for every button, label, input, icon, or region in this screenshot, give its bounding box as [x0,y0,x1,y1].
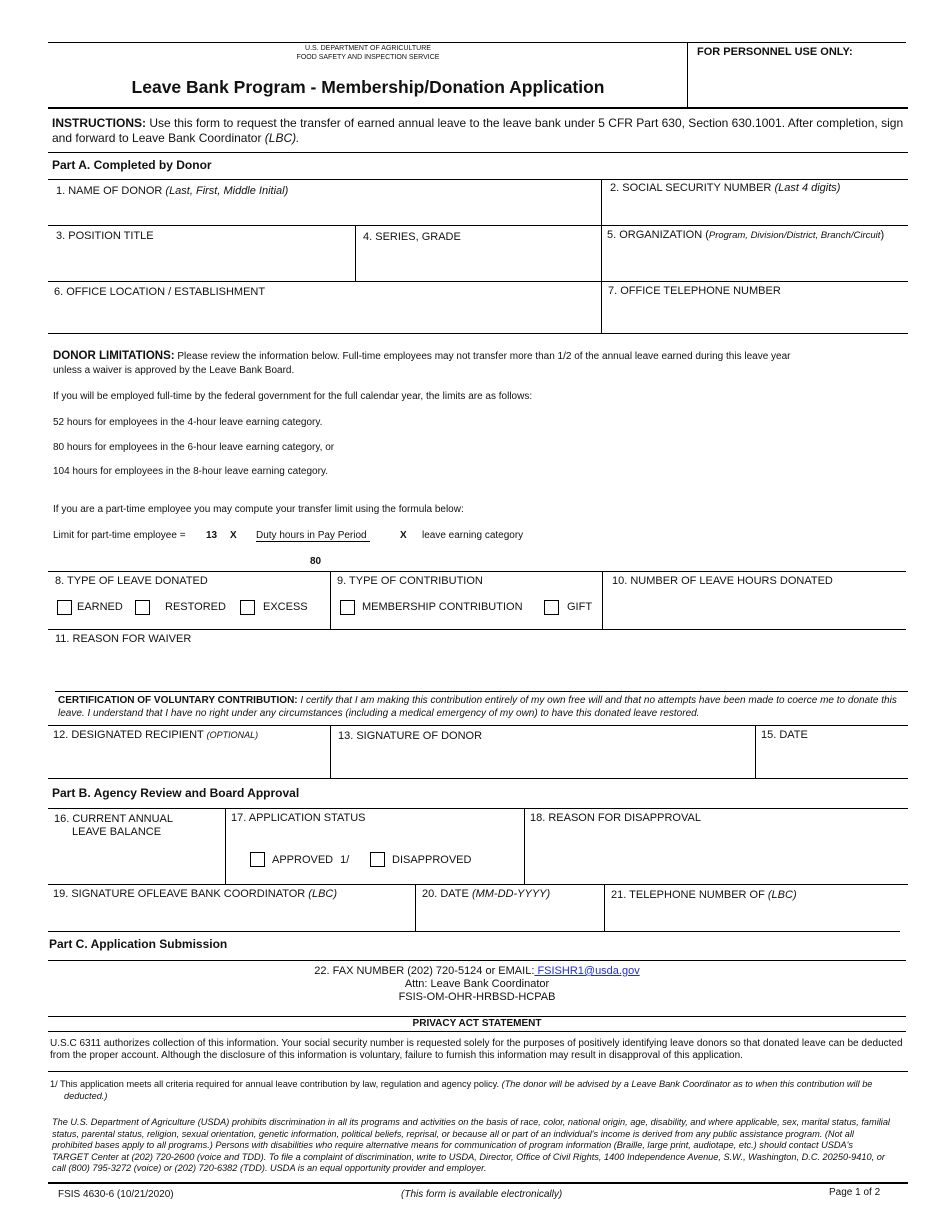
restored-label: RESTORED [165,601,226,613]
membership-checkbox[interactable] [340,600,355,615]
office-telephone-label: 7. OFFICE TELEPHONE NUMBER [608,285,781,297]
leave-hours-label: 10. NUMBER OF LEAVE HOURS DONATED [612,575,833,587]
lbc-signature-label: 19. SIGNATURE OFLEAVE BANK COORDINATOR [53,888,309,900]
series-grade-label: 4. SERIES, GRADE [363,231,461,243]
lbc-date-hint: (MM-DD-YYYY) [471,888,551,900]
annual-leave-balance-field[interactable] [48,808,225,884]
formula-80: 80 [310,556,322,567]
office-code: FSIS-OM-OHR-HRBSD-HCPAB [398,991,556,1003]
donor-name-hint: (Last, First, Middle Initial) [165,185,289,197]
formula-category: leave earning category [422,530,524,541]
limit-6hr: 80 hours for employees in the 6-hour leave earning category, or [53,442,335,453]
disapproval-reason-label: 18. REASON FOR DISAPPROVAL [530,812,701,824]
earned-checkbox[interactable] [57,600,72,615]
leave-type-label: 8. TYPE OF LEAVE DONATED [55,575,208,587]
organization-field[interactable] [601,225,908,281]
donor-limitations [53,350,813,377]
part-a-heading: Part A. Completed by Donor [52,158,212,172]
parttime-text: If you are a part-time employee you may compute your transfer limit using the formula below: [53,504,464,515]
instructions-text: Use this form to request the transfer of earned annual leave to the leave bank under 5 CFR Part 630, Section 630.1001. After completion, sign and forward to Leave Bank Coordinator [52,116,904,145]
contribution-type-label: 9. TYPE OF CONTRIBUTION [337,575,483,587]
email-link[interactable]: FSISHR1@usda.gov [534,965,640,977]
fax-number: 22. FAX NUMBER (202) 720-5124 or EMAIL: [314,965,535,977]
certification-text: I certify that I am making this contribution entirely of my own free will and that no attempts have been made to coerce me to donate this leave. I understand that I have no right under any circumstances (including a medical emergency of my own) to have this donated leave restored. [58,695,897,719]
form-id: FSIS 4630-6 (10/21/2020) [58,1189,174,1200]
limit-8hr: 104 hours for employees in the 8-hour leave earning category. [53,466,328,477]
limit-4hr: 52 hours for employees in the 4-hour leave earning category. [53,417,323,428]
office-location-label: 6. OFFICE LOCATION / ESTABLISHMENT [54,286,266,298]
donor-date-label: 15. DATE [761,729,808,741]
designated-recipient-label: 12. DESIGNATED RECIPIENT [53,729,207,741]
organization-label: 5. ORGANIZATION ( [607,229,709,241]
footnote [50,1079,884,1102]
donor-signature-label: 13. SIGNATURE OF DONOR [338,730,483,742]
formula-label: Limit for part-time employee = [53,530,186,541]
annual-leave-balance-line1: 16. CURRENT ANNUAL [54,813,173,825]
disapproval-reason-field[interactable] [524,808,908,884]
lbc-signature-field[interactable] [48,884,415,931]
attention-line: Attn: Leave Bank Coordinator [404,978,550,990]
earned-label: EARNED [77,601,123,613]
formula-13: 13 [206,530,218,541]
donor-name-field[interactable] [48,179,601,225]
footnote-italic: (The donor will be advised by a Leave Bank Coordinator as to when this contribution will be deducted.) [64,1079,873,1101]
disapproved-checkbox[interactable] [370,852,385,867]
fax-email-line [48,965,906,977]
organization-close: ) [880,229,885,241]
designated-recipient-field[interactable] [48,725,330,778]
donor-date-field[interactable] [755,725,908,778]
position-title-field[interactable] [48,225,355,281]
annual-leave-balance-line2: LEAVE BALANCE [72,826,162,838]
donor-signature-field[interactable] [330,725,755,778]
donor-name-label: 1. NAME OF DONOR [56,185,166,197]
service-name: FOOD SAFETY AND INSPECTION SERVICE [296,54,440,61]
approved-label: APPROVED [272,854,334,866]
ssn-label: 2. SOCIAL SECURITY NUMBER [610,182,775,194]
electronic-note: (This form is available electronically) [401,1189,563,1200]
office-location-field[interactable] [48,281,601,333]
series-grade-field[interactable] [355,225,601,281]
form-title: Leave Bank Program - Membership/Donation Application [131,77,605,97]
membership-label: MEMBERSHIP CONTRIBUTION [362,601,523,613]
disapproved-label: DISAPPROVED [392,854,472,866]
excess-checkbox[interactable] [240,600,255,615]
leave-hours-field[interactable] [602,571,906,629]
nondiscrimination-statement: The U.S. Department of Agriculture (USDA) prohibits discrimination in all its programs and activities on the basis of race, color, national origin, age, disability, and where applicable, sex, marital status, familial status, parental status, religion, sexual orientation, genetic information, political beliefs, reprisal, or because all or part of an individual's income is derived from any public assistance program. (Not all prohibited bases apply to all programs.) Persons with disabilities who require alternative means for communication of program information (Braille, large print, audiotape, etc.) should contact USDA's TARGET Center at (202) 720-2600 (voice and TDD). To file a complaint of discrimination, write to USDA, Director, Office of Civil Rights, 1400 Independence Avenue, S.W., Washington, D.C. 20250-9410, or call (800) 795-3272 (voice) or (202) 720-6382 (TDD). USDA is an equal opportunity provider and employer. [52,1117,890,1173]
gift-label: GIFT [567,601,593,613]
part-c-heading: Part C. Application Submission [49,937,228,951]
privacy-text: U.S.C 6311 authorizes collection of this information. Your social security number is requested solely for the purposes of positively identifying leave donors so that donated leave can be deducted from the proper account. Although the disclosure of this information is voluntary, failure to furnish this information may result in disapproval of this application. [50,1038,903,1061]
department-name: U.S. DEPARTMENT OF AGRICULTURE [305,45,431,52]
lbc-signature-hint: (LBC) [308,888,338,900]
restored-checkbox[interactable] [135,600,150,615]
application-status-label: 17. APPLICATION STATUS [231,812,366,824]
designated-recipient-hint: (OPTIONAL) [206,730,259,740]
lbc-abbrev: (LBC). [264,130,300,145]
lbc-telephone-hint: (LBC) [767,889,797,901]
personnel-use-label: FOR PERSONNEL USE ONLY: [697,46,853,58]
lbc-telephone-label: 21. TELEPHONE NUMBER OF [611,889,768,901]
approved-checkbox[interactable] [250,852,265,867]
formula-duty-hours: Duty hours in Pay Period [256,530,370,542]
instructions [52,116,912,145]
page-number: Page 1 of 2 [829,1187,881,1198]
formula-x2: X [400,530,407,541]
lbc-telephone-field[interactable] [604,884,900,931]
waiver-reason-field[interactable] [48,629,906,691]
position-title-label: 3. POSITION TITLE [56,230,154,242]
part-b-heading: Part B. Agency Review and Board Approval [52,786,300,800]
waiver-reason-label: 11. REASON FOR WAIVER [55,633,192,645]
fulltime-text: If you will be employed full-time by the federal government for the full calendar year, the limits are as follows: [53,391,533,402]
donor-limitations-label: DONOR LIMITATIONS: [53,350,175,362]
privacy-heading: PRIVACY ACT STATEMENT [412,1018,542,1029]
ssn-field[interactable] [601,179,908,225]
gift-checkbox[interactable] [544,600,559,615]
footnote-text: 1/ This application meets all criteria required for annual leave contribution by law, regulation and agency policy. [50,1079,502,1089]
office-telephone-field[interactable] [601,281,908,333]
excess-label: EXCESS [263,601,308,613]
certification-label: CERTIFICATION OF VOLUNTARY CONTRIBUTION: [58,695,298,706]
ssn-hint: (Last 4 digits) [774,182,841,194]
lbc-date-field[interactable] [415,884,604,931]
organization-hint: Program, Division/District, Branch/Circuit [708,230,881,241]
approved-footnote-ref: 1/ [340,854,350,866]
certification [58,695,906,720]
formula-x1: X [230,530,237,541]
lbc-date-label: 20. DATE [422,888,472,900]
instructions-label: INSTRUCTIONS: [52,116,146,130]
donor-limitations-intro: Please review the information below. Full-time employees may not transfer more than 1/2 of the annual leave earned during this leave year unless a waiver is approved by the Leave Bank Board. [53,351,791,376]
